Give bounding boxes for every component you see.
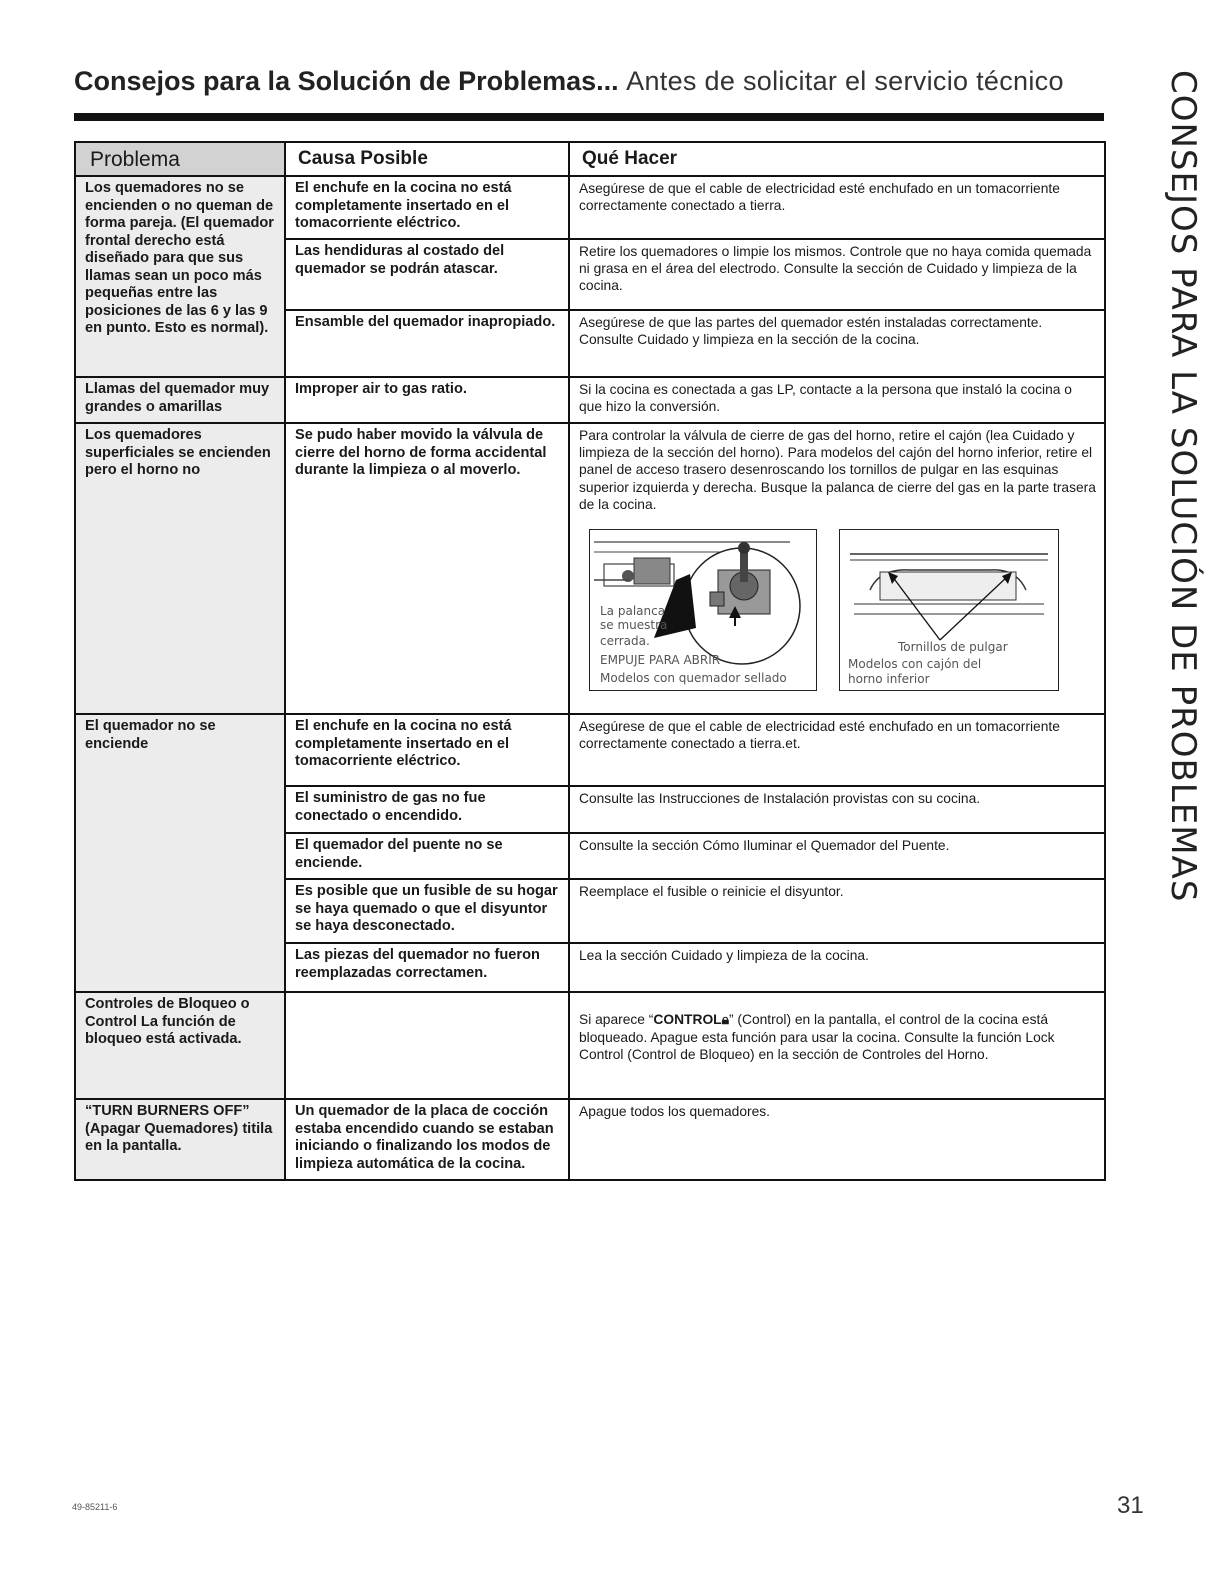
problem-cell: Controles de Bloqueo o Control La función de bloqueo está activada. — [75, 992, 285, 1099]
todo-cell: Consulte la sección Cómo Iluminar el Quemador del Puente. — [569, 833, 1105, 879]
cause-cell: Se pudo haber movido la válvula de cierre del horno de forma accidental durante la limpieza o al moverlo. — [285, 423, 569, 714]
fig1-caption-5: Modelos con quemador sellado — [600, 671, 787, 686]
table-row — [75, 992, 1105, 1099]
cause-cell — [285, 992, 569, 1099]
problem-cell: Los quemadores no se encienden o no queman de forma pareja. (El quemador frontal derecho está diseñado para que sus llamas sean un poco más pequeñas entre las posiciones de las 6 y las 9 en punto. Esto es normal). — [75, 176, 285, 377]
problem-cell: El quemador no se enciende — [75, 714, 285, 992]
fig1-caption-2: se muestra — [600, 618, 668, 633]
page-number: 31 — [1117, 1492, 1144, 1519]
cause-cell: Improper air to gas ratio. — [285, 377, 569, 423]
todo-cell: Retire los quemadores o limpie los mismos. Controle que no haya comida quemada ni grasa en el área del electrodo. Consulte la sección de Cuidado y limpieza de la cocina. — [569, 239, 1105, 310]
todo-cell: Apague todos los quemadores. — [569, 1099, 1105, 1180]
page-title-light: Antes de solicitar el servicio técnico — [626, 66, 1064, 96]
todo-text: Para controlar la válvula de cierre de gas del horno, retire el cajón (lea Cuidado y limpieza de la sección del horno). Para modelos del cajón del horno inferior, retire el panel de acceso trasero desenroscando los tornillos de pulgar en las esquinas superior izquierda y derecha. Busque la palanca de cierre del gas en la parte trasera de la cocina. — [579, 428, 1096, 512]
todo-cell — [569, 423, 1105, 714]
cause-cell: Un quemador de la placa de cocción estaba encendido cuando se estaban iniciando o finalizando los modos de limpieza automática de la cocina. — [285, 1099, 569, 1180]
table-row — [75, 377, 1105, 423]
fig2-caption-2: Modelos con cajón del — [848, 657, 982, 672]
cause-cell: Es posible que un fusible de su hogar se haya quemado o que el disyuntor se haya desconectado. — [285, 879, 569, 943]
cause-cell: El enchufe en la cocina no está completamente insertado en el tomacorriente eléctrico. — [285, 714, 569, 786]
document-code: 49-85211-6 — [72, 1502, 118, 1512]
todo-cell: Consulte las Instrucciones de Instalación provistas con su cocina. — [569, 786, 1105, 833]
table-row — [75, 423, 1105, 714]
table-row — [75, 176, 1105, 239]
gas-valve-figure — [589, 529, 817, 691]
header-todo: Qué Hacer — [569, 142, 1105, 176]
header-cause: Causa Posible — [285, 142, 569, 176]
control-display-text: CONTROL — [653, 1012, 722, 1027]
lock-icon: 🔒︎ — [721, 1012, 729, 1028]
title-rule — [74, 113, 1104, 121]
thumbscrew-figure — [839, 529, 1059, 691]
fig1-caption-4: EMPUJE PARA ABRIR — [600, 653, 721, 668]
fig2-caption-3: horno inferior — [848, 672, 930, 687]
todo-cell — [569, 992, 1105, 1099]
figures — [589, 529, 1098, 691]
todo-text-pre: Si aparece “ — [579, 1012, 654, 1027]
todo-cell: Reemplace el fusible o reinicie el disyuntor. — [569, 879, 1105, 943]
todo-cell: Asegúrese de que el cable de electricidad esté enchufado en un tomacorriente correctamente conectado a tierra.et. — [569, 714, 1105, 786]
todo-text-post: ” (Control) en la pantalla, el control de la cocina está bloqueado. Apague esta función para usar la cocina. Consulte la función Lock Control (Control de Bloqueo) en la sección de Controles del Horno. — [579, 1012, 1055, 1063]
fig1-caption-1: La palanca — [600, 604, 666, 619]
troubleshooting-table — [74, 141, 1106, 1181]
cause-cell: Ensamble del quemador inapropiado. — [285, 310, 569, 377]
todo-cell: Lea la sección Cuidado y limpieza de la cocina. — [569, 943, 1105, 992]
cause-cell: Las piezas del quemador no fueron reemplazadas correctamen. — [285, 943, 569, 992]
table-header-row — [75, 142, 1105, 176]
header-problem: Problema — [75, 142, 285, 176]
page-title — [74, 66, 1064, 97]
cause-cell: Las hendiduras al costado del quemador se podrán atascar. — [285, 239, 569, 310]
page-title-bold: Consejos para la Solución de Problemas... — [74, 66, 619, 96]
todo-cell: Si la cocina es conectada a gas LP, contacte a la persona que instaló la cocina o que hizo la conversión. — [569, 377, 1105, 423]
problem-cell: “TURN BURNERS OFF” (Apagar Quemadores) titila en la pantalla. — [75, 1099, 285, 1180]
cause-cell: El quemador del puente no se enciende. — [285, 833, 569, 879]
cause-cell: El enchufe en la cocina no está completamente insertado en el tomacorriente eléctrico. — [285, 176, 569, 239]
table-row — [75, 714, 1105, 786]
fig1-caption-3: cerrada. — [600, 634, 650, 649]
cause-cell: El suministro de gas no fue conectado o encendido. — [285, 786, 569, 833]
problem-cell: Llamas del quemador muy grandes o amarillas — [75, 377, 285, 423]
todo-cell: Asegúrese de que el cable de electricidad esté enchufado en un tomacorriente correctamente conectado a tierra. — [569, 176, 1105, 239]
todo-cell: Asegúrese de que las partes del quemador estén instaladas correctamente. Consulte Cuidado y limpieza en la sección de la cocina. — [569, 310, 1105, 377]
side-section-title: CONSEJOS PARA LA SOLUCIÓN DE PROBLEMAS — [1163, 70, 1203, 903]
fig2-caption-1: Tornillos de pulgar — [898, 640, 1008, 655]
problem-cell: Los quemadores superficiales se encienden pero el horno no — [75, 423, 285, 714]
table-row — [75, 1099, 1105, 1180]
